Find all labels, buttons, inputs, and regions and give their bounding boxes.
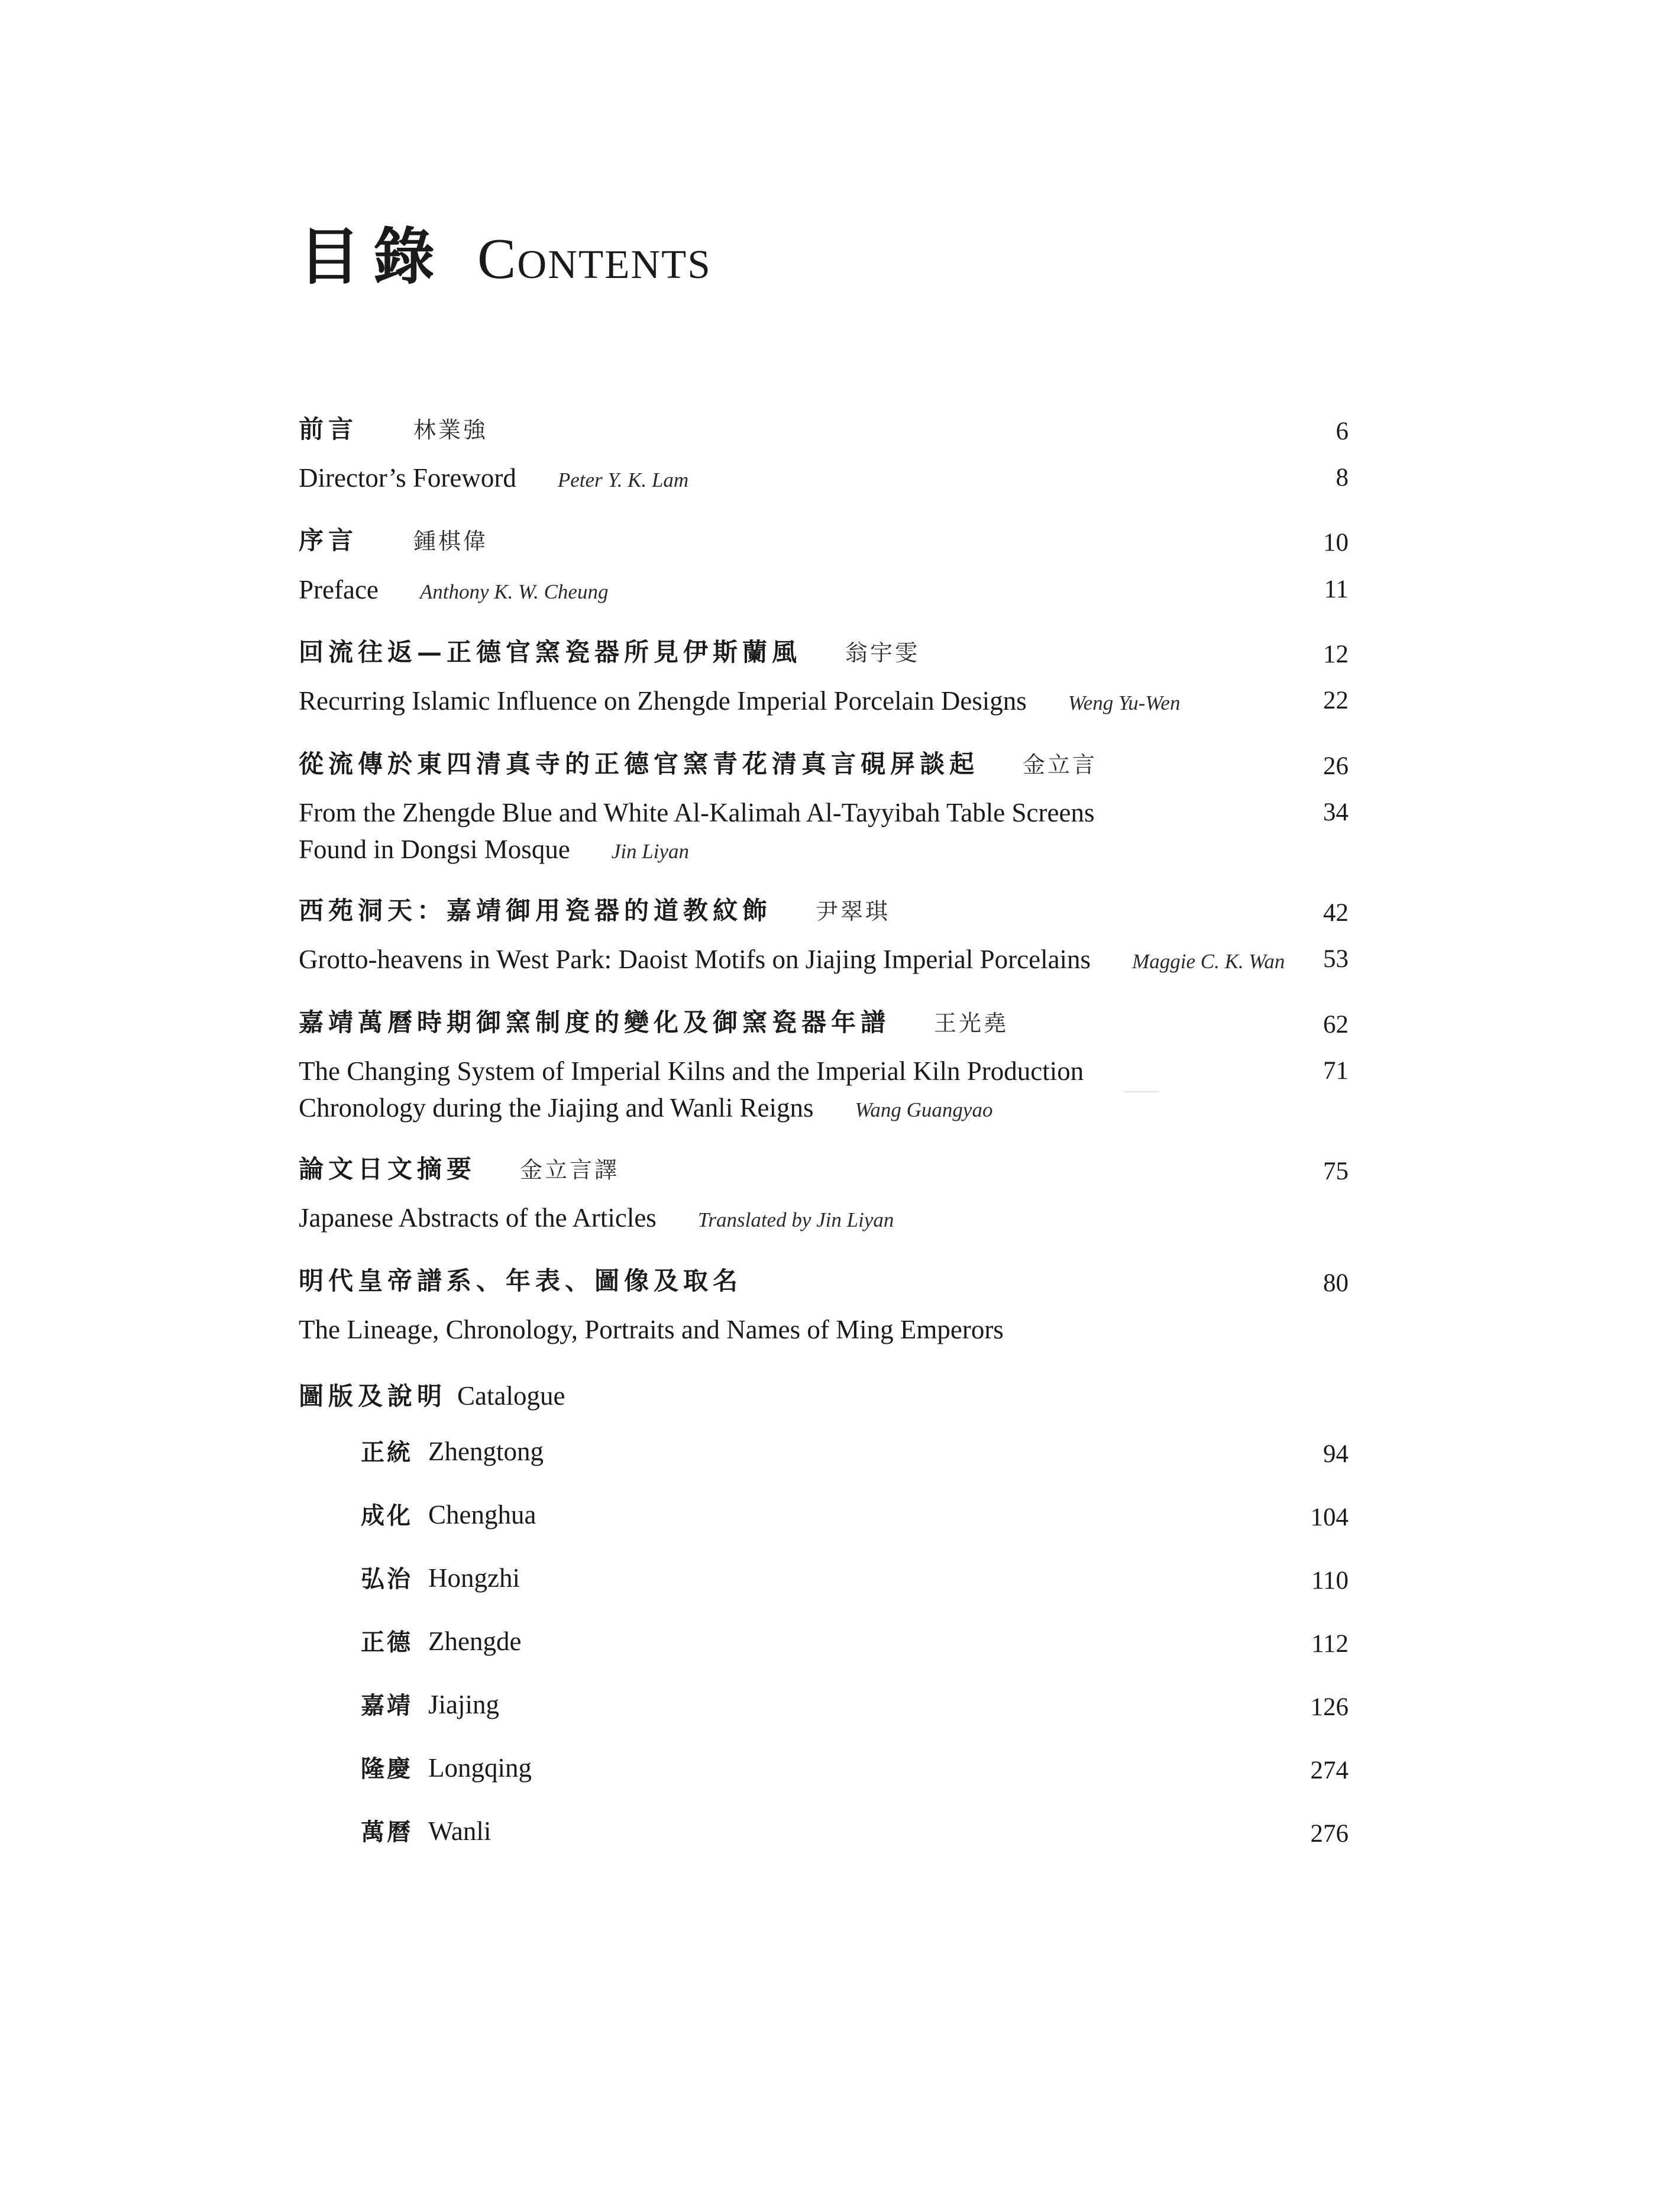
page-number: 126	[1310, 1693, 1349, 1721]
catalogue-item-zh: 嘉靖	[361, 1692, 413, 1719]
toc-entry-mosque-zh[interactable]	[299, 749, 1098, 778]
page-number: 22	[1323, 687, 1349, 714]
entry-zh-author: 鍾棋偉	[413, 528, 489, 554]
page-number: 104	[1310, 1503, 1349, 1531]
entry-en-title: From the Zhengde Blue and White Al-Kalimah Al-Tayyibah Table Screens	[299, 798, 1095, 827]
page-number: 6	[1336, 418, 1349, 445]
catalogue-item[interactable]	[361, 1628, 521, 1655]
toc-entry-preface-en[interactable]	[299, 577, 608, 603]
entry-zh-author: 尹翠琪	[816, 898, 891, 924]
page-number: 276	[1310, 1820, 1349, 1848]
entry-zh-title: 從流傳於東四清真寺的正德官窯青花清真言硯屏談起	[299, 749, 979, 778]
catalogue-item[interactable]	[361, 1438, 544, 1465]
toc-entry-islamic-en[interactable]	[299, 688, 1180, 714]
page-number: 112	[1311, 1630, 1349, 1658]
page-number: 42	[1323, 899, 1349, 927]
toc-entry-mosque-en[interactable]	[299, 800, 1094, 826]
entry-en-title-continued: Chronology during the Jiajing and Wanli Reigns	[299, 1093, 814, 1123]
toc-entry-foreword-zh[interactable]	[299, 417, 488, 442]
entry-zh-title: 回流往返—正德官窯瓷器所見伊斯蘭風	[299, 638, 802, 667]
entry-zh-author: 金立言	[1023, 752, 1098, 778]
entry-en-title: Japanese Abstracts of the Articles	[299, 1203, 657, 1233]
catalogue-item-zh: 正德	[361, 1628, 413, 1656]
entry-en-author: Maggie C. K. Wan	[1132, 950, 1285, 973]
entry-zh-author: 王光堯	[934, 1010, 1009, 1036]
toc-entry-kilns-en[interactable]	[299, 1058, 1084, 1085]
catalogue-item-en: Jiajing	[428, 1690, 499, 1719]
entry-en-author: Peter Y. K. Lam	[557, 468, 689, 491]
entry-en-title: The Changing System of Imperial Kilns and the Imperial Kiln Production	[299, 1056, 1084, 1086]
entry-en-author: Anthony K. W. Cheung	[419, 580, 609, 603]
toc-entry-kilns-zh[interactable]	[299, 1010, 1008, 1035]
page-number: 94	[1323, 1440, 1349, 1468]
entry-en-title: Preface	[299, 575, 379, 604]
entry-en-title-continued: Found in Dongsi Mosque	[299, 835, 570, 864]
page-number: 80	[1323, 1269, 1349, 1297]
page-number: 12	[1323, 641, 1349, 668]
entry-zh-title: 序言	[299, 526, 358, 555]
catalogue-item[interactable]	[361, 1692, 499, 1718]
catalogue-item[interactable]	[361, 1565, 520, 1592]
toc-entry-islamic-zh[interactable]	[299, 640, 920, 665]
entry-en-title: Recurring Islamic Influence on Zhengde Imperial Porcelain Designs	[299, 686, 1027, 716]
entry-en-title: Director’s Foreword	[299, 463, 516, 493]
page-number: 10	[1323, 529, 1349, 557]
page-number: 53	[1323, 945, 1349, 973]
catalogue-item-zh: 正統	[361, 1438, 413, 1466]
catalogue-item-en: Longqing	[428, 1753, 532, 1783]
catalogue-item[interactable]	[361, 1818, 491, 1845]
scan-artifact	[1124, 1091, 1159, 1092]
catalogue-item-zh: 弘治	[361, 1565, 413, 1593]
contents-heading	[299, 207, 712, 296]
entry-zh-title: 嘉靖萬曆時期御窯制度的變化及御窯瓷器年譜	[299, 1008, 891, 1037]
catalogue-zh-title: 圖版及說明	[299, 1382, 447, 1411]
entry-zh-title: 論文日文摘要	[299, 1154, 477, 1183]
page-number: 75	[1323, 1157, 1349, 1185]
page-number: 8	[1336, 464, 1349, 491]
toc-entry-emperors-en[interactable]	[299, 1317, 1004, 1343]
toc-entry-mosque-en-cont[interactable]	[299, 836, 689, 863]
page-number: 62	[1323, 1011, 1349, 1039]
entry-en-title: Grotto-heavens in West Park: Daoist Motifs on Jiajing Imperial Porcelains	[299, 945, 1091, 974]
heading-chinese: 目錄	[299, 220, 448, 293]
page-number: 11	[1324, 575, 1349, 603]
entry-en-author: Translated by Jin Liyan	[697, 1208, 894, 1231]
entry-zh-title: 前言	[299, 415, 358, 444]
heading-english: Contents	[477, 227, 712, 291]
page-number: 274	[1310, 1757, 1349, 1784]
page-number: 34	[1323, 798, 1349, 826]
entry-zh-author: 金立言譯	[520, 1157, 620, 1183]
entry-zh-author: 翁宇雯	[845, 640, 920, 666]
catalogue-item-zh: 成化	[361, 1502, 413, 1529]
entry-en-author: Weng Yu-Wen	[1068, 691, 1181, 714]
catalogue-item[interactable]	[361, 1502, 536, 1528]
toc-entry-daoist-zh[interactable]	[299, 898, 890, 923]
catalogue-item[interactable]	[361, 1755, 532, 1781]
catalogue-item-en: Zhengde	[428, 1626, 522, 1656]
catalogue-item-en: Wanli	[428, 1816, 492, 1846]
catalogue-item-zh: 隆慶	[361, 1755, 413, 1783]
catalogue-en-title: Catalogue	[457, 1381, 565, 1411]
page-number: 110	[1311, 1567, 1349, 1595]
toc-entry-foreword-en[interactable]	[299, 465, 688, 491]
entry-zh-title: 明代皇帝譜系、年表、圖像及取名	[299, 1266, 743, 1295]
entry-zh-author: 林業強	[413, 417, 489, 443]
entry-en-title: The Lineage, Chronology, Portraits and Names of Ming Emperors	[299, 1315, 1004, 1344]
catalogue-item-zh: 萬曆	[361, 1818, 413, 1846]
toc-entry-japanese-en[interactable]	[299, 1205, 894, 1231]
catalogue-item-en: Hongzhi	[428, 1563, 520, 1593]
page-number: 26	[1323, 752, 1349, 780]
toc-entry-japanese-zh[interactable]	[299, 1154, 620, 1183]
toc-entry-emperors-zh[interactable]	[299, 1266, 743, 1295]
catalogue-item-en: Chenghua	[428, 1500, 536, 1529]
toc-entry-daoist-en[interactable]	[299, 946, 1285, 973]
toc-entry-kilns-en-cont[interactable]	[299, 1095, 992, 1121]
entry-en-author: Wang Guangyao	[855, 1098, 993, 1121]
toc-entry-preface-zh[interactable]	[299, 528, 488, 553]
catalogue-item-en: Zhengtong	[428, 1437, 544, 1466]
entry-en-author: Jin Liyan	[611, 840, 690, 863]
page-number: 71	[1323, 1057, 1349, 1085]
toc-entry-catalogue[interactable]	[299, 1383, 565, 1409]
entry-zh-title: 西苑洞天：嘉靖御用瓷器的道教紋飾	[299, 896, 772, 925]
